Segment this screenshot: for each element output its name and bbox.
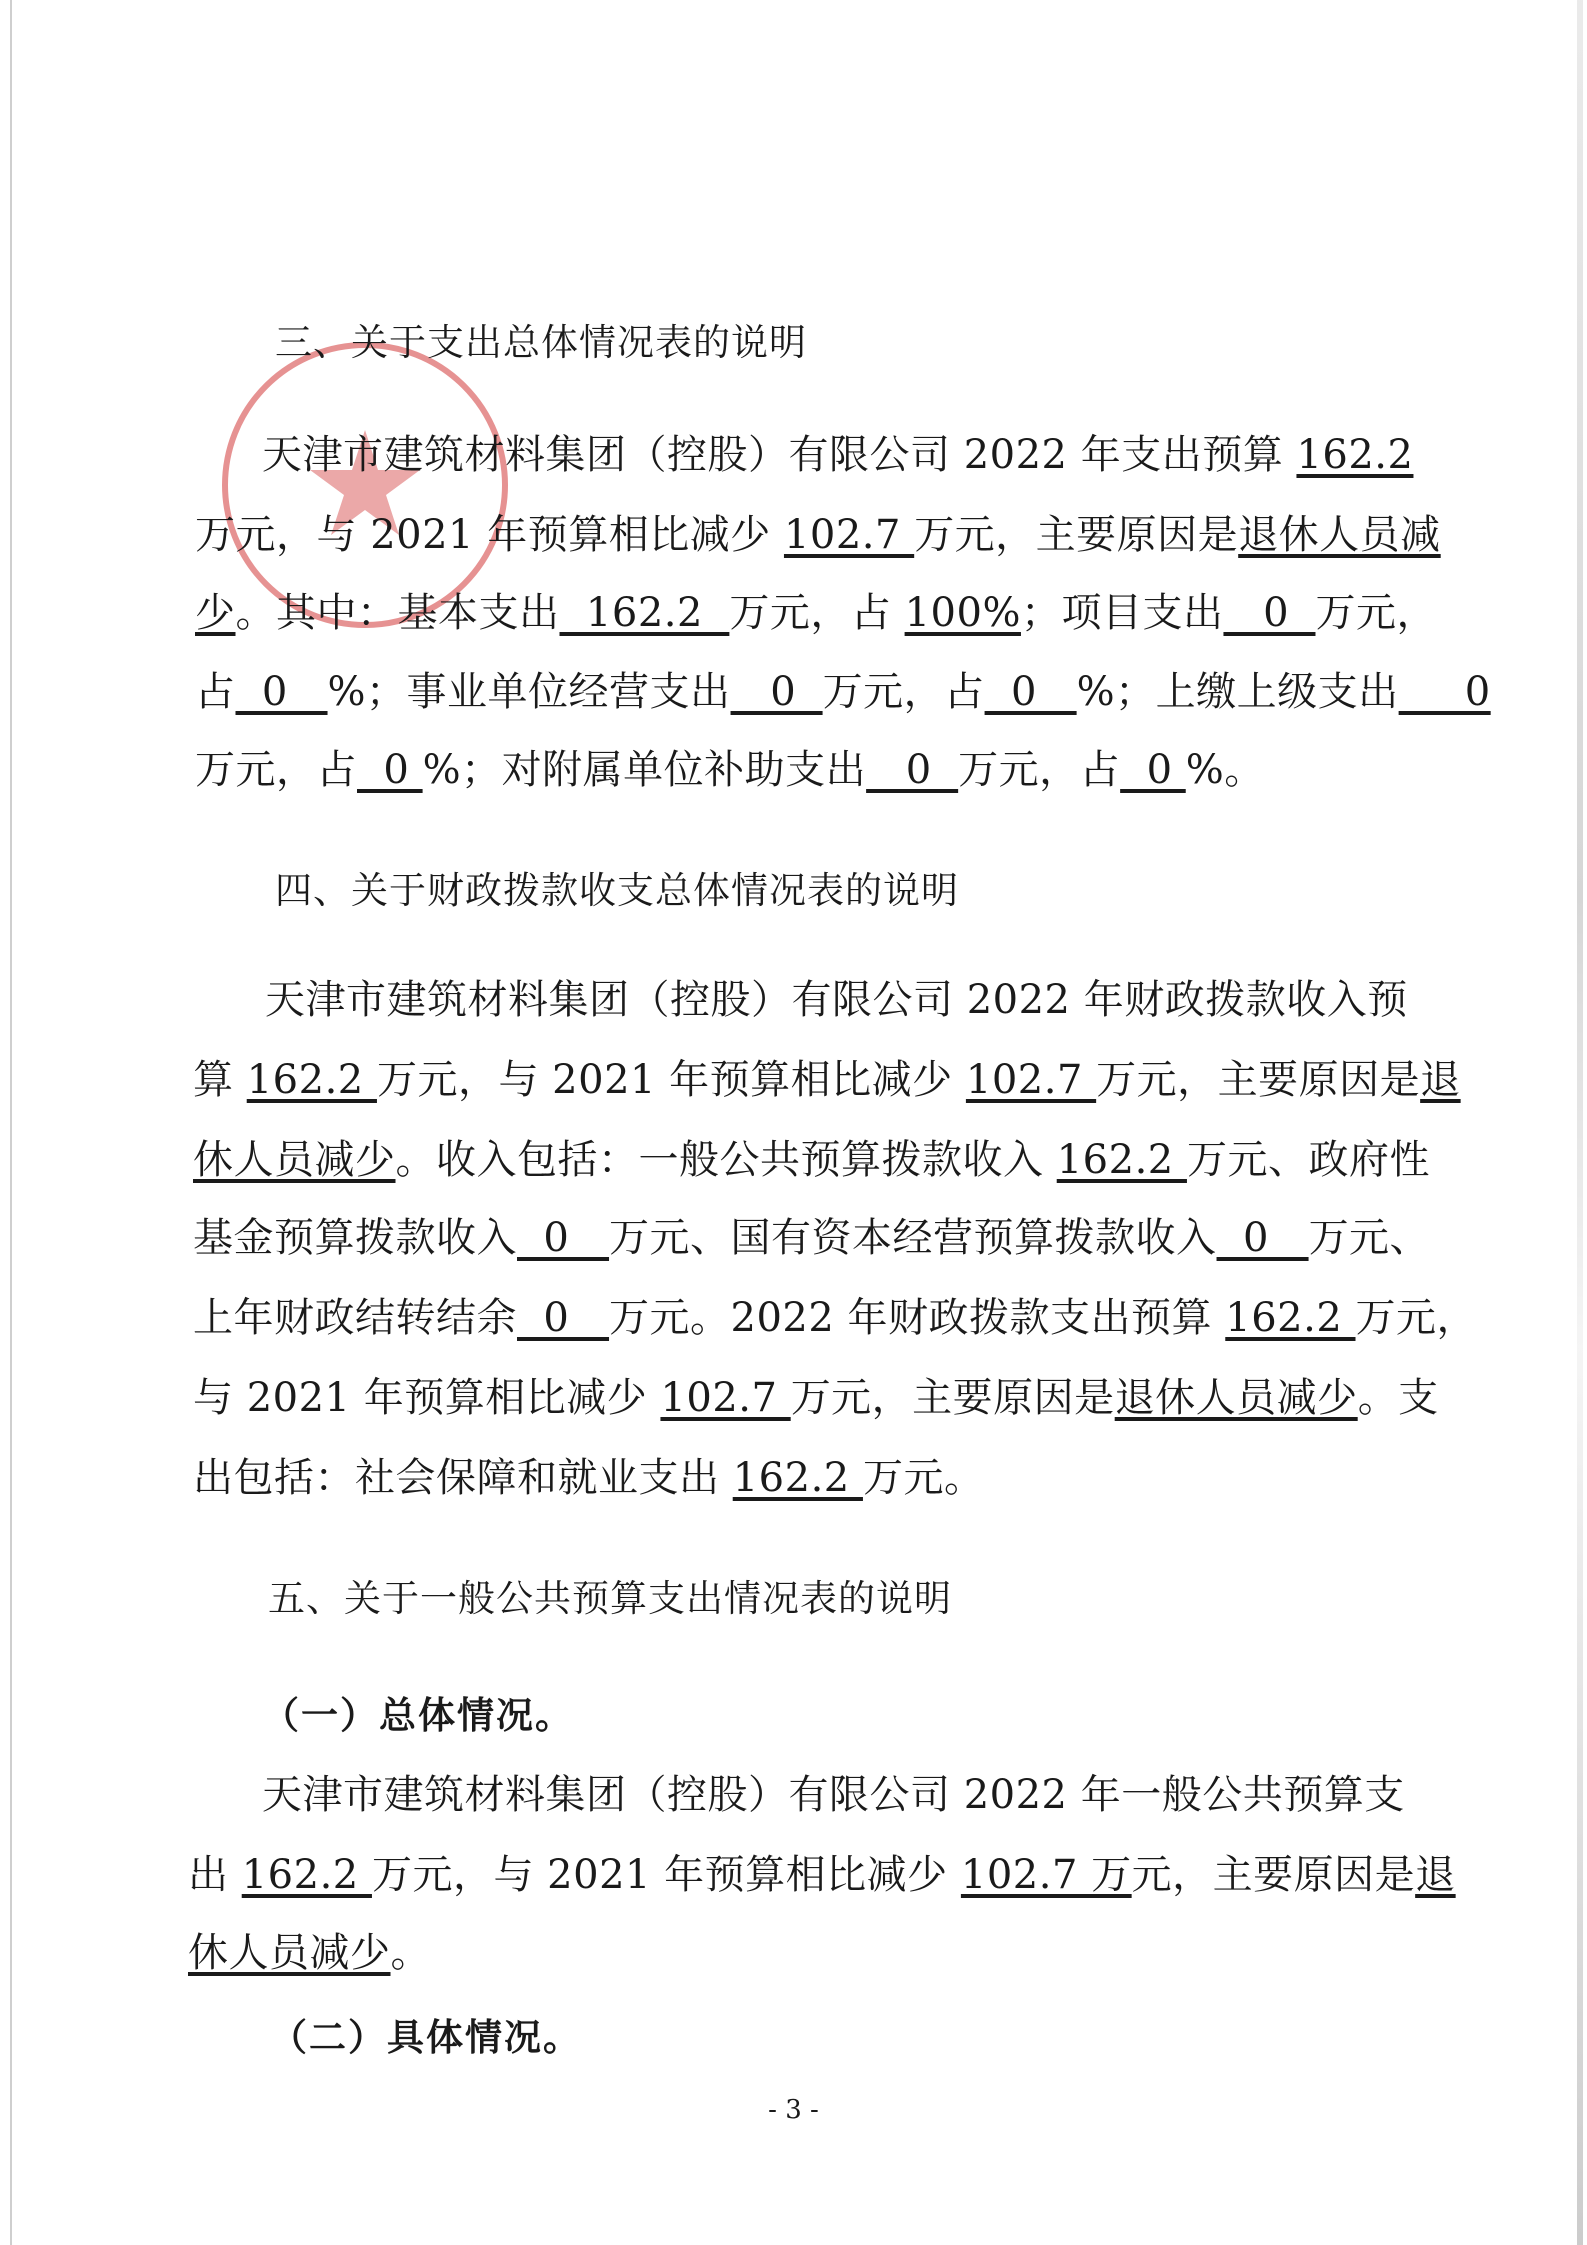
subsection-1-heading: （一）总体情况。 <box>262 1693 574 1737</box>
sec4-line-2: 算 162.2 万元，与 2021 年预算相比减少 102.7 万元，主要原因是退 <box>193 1057 1461 1103</box>
sec3-line-1: 天津市建筑材料集团（控股）有限公司 2022 年支出预算 162.2 <box>262 432 1414 478</box>
scan-edge-left <box>10 0 12 2245</box>
sec3-line-2: 万元，与 2021 年预算相比减少 102.7 万元，主要原因是退休人员减 <box>195 512 1441 558</box>
sec3-line-4: 占 0 %；事业单位经营支出 0 万元，占 0 %；上缴上级支出 0 <box>195 669 1491 715</box>
subsection-2-heading: （二）具体情况。 <box>270 2015 582 2059</box>
scan-edge-right <box>1577 0 1583 2245</box>
section-4-heading: 四、关于财政拨款收支总体情况表的说明 <box>275 869 959 912</box>
section-5-heading: 五、关于一般公共预算支出情况表的说明 <box>268 1577 952 1620</box>
sec5-line-1: 天津市建筑材料集团（控股）有限公司 2022 年一般公共预算支 <box>262 1772 1405 1818</box>
sec4-line-1: 天津市建筑材料集团（控股）有限公司 2022 年财政拨款收入预 <box>265 977 1408 1023</box>
sec4-line-6: 与 2021 年预算相比减少 102.7 万元，主要原因是退休人员减少。支 <box>193 1375 1439 1421</box>
sec4-line-5: 上年财政结转结余 0 万元。2022 年财政拨款支出预算 162.2 万元， <box>193 1295 1477 1341</box>
sec5-line-3: 休人员减少。 <box>188 1930 431 1976</box>
page-number: - 3 - <box>768 2095 819 2125</box>
sec4-line-4: 基金预算拨款收入 0 万元、国有资本经营预算拨款收入 0 万元、 <box>193 1215 1431 1261</box>
sec3-line-3: 少。其中：基本支出 162.2 万元，占 100%；项目支出 0 万元， <box>195 590 1437 636</box>
sec3-line-5: 万元，占 0 %；对附属单位补助支出 0 万元，占 0 %。 <box>195 747 1265 793</box>
section-3-heading: 三、关于支出总体情况表的说明 <box>275 321 807 364</box>
sec4-line-3: 休人员减少。收入包括：一般公共预算拨款收入 162.2 万元、政府性 <box>193 1137 1430 1183</box>
sec4-line-7: 出包括：社会保障和就业支出 162.2 万元。 <box>193 1455 985 1501</box>
sec5-line-2: 出 162.2 万元，与 2021 年预算相比减少 102.7 万元，主要原因是退 <box>188 1852 1456 1898</box>
